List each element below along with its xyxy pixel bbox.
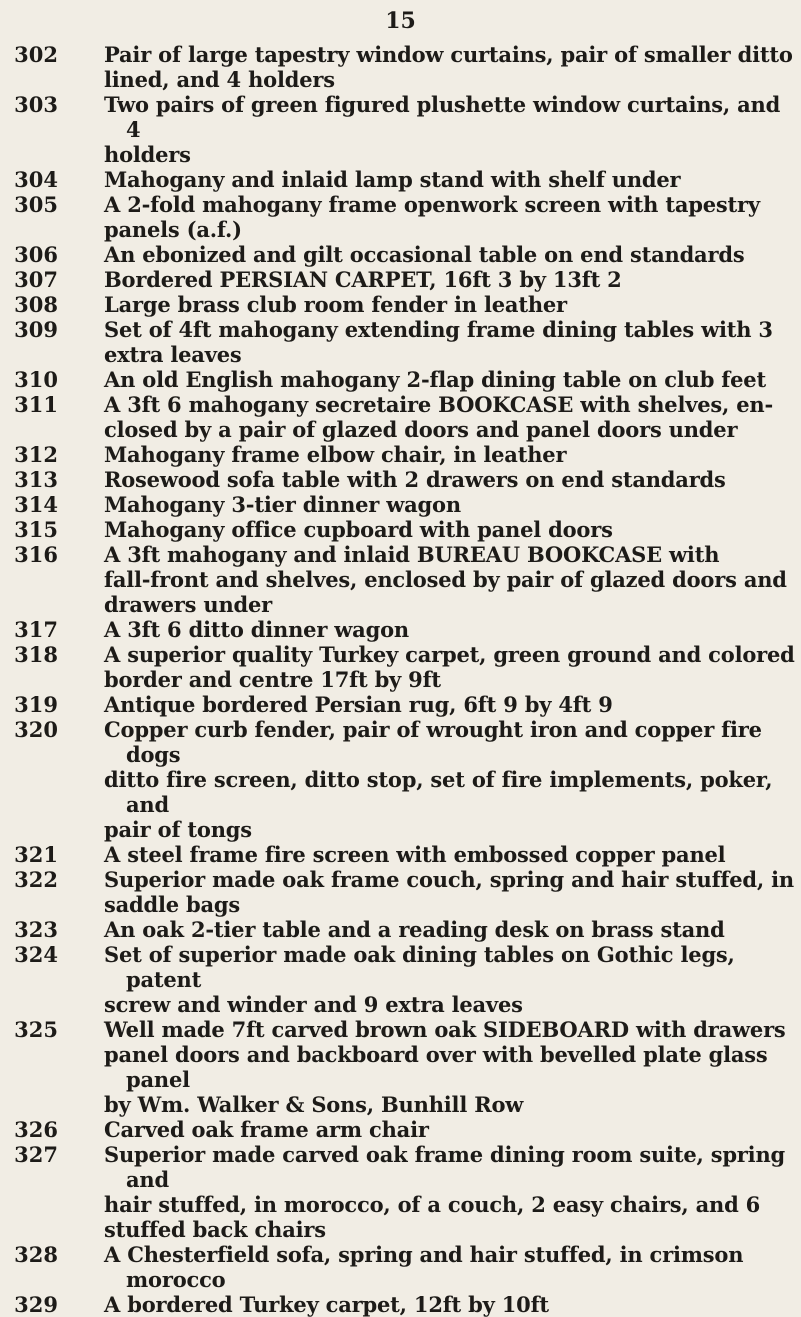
lot-description <box>104 1117 801 1142</box>
lot-description-line: An oak 2-tier table and a reading desk on brass stand <box>104 917 725 942</box>
lot-description <box>104 867 801 917</box>
lot-number: 315 <box>14 517 58 542</box>
lot-entry <box>0 642 801 692</box>
lot-number: 316 <box>14 542 58 567</box>
lot-number: 307 <box>14 267 58 292</box>
lot-entry <box>0 867 801 917</box>
lot-description <box>104 1242 801 1292</box>
lot-description-line: extra leaves <box>104 342 242 367</box>
lot-number: 318 <box>14 642 58 667</box>
lot-entry <box>0 542 801 617</box>
lot-entry <box>0 367 801 392</box>
lot-description-line: holders <box>104 142 191 167</box>
lot-entry <box>0 1292 801 1317</box>
lot-number: 303 <box>14 92 58 117</box>
lot-description-line: drawers under <box>104 592 273 617</box>
lot-description-line: hair stuffed, in morocco, of a couch, 2 easy chairs, and 6 <box>104 1192 761 1217</box>
lot-number: 320 <box>14 717 58 742</box>
lot-description-line: Antique bordered Persian rug, 6ft 9 by 4ft 9 <box>104 692 613 717</box>
lot-description <box>104 617 801 642</box>
lot-description-line: panel doors and backboard over with bevelled plate glass panel <box>104 1042 768 1092</box>
lot-number: 310 <box>14 367 58 392</box>
lot-description <box>104 692 801 717</box>
lot-description <box>104 292 801 317</box>
lot-description <box>104 192 801 242</box>
lot-description-line: saddle bags <box>104 892 241 917</box>
lot-description <box>104 242 801 267</box>
lot-entry <box>0 267 801 292</box>
lot-entry <box>0 392 801 442</box>
lot-description-line: A superior quality Turkey carpet, green ground and colored <box>104 642 795 667</box>
lot-number: 305 <box>14 192 58 217</box>
lot-description-line: ditto fire screen, ditto stop, set of fire implements, poker, and <box>104 767 773 817</box>
lot-entry <box>0 467 801 492</box>
lot-description-line: An old English mahogany 2-flap dining table on club feet <box>104 367 766 392</box>
lot-description <box>104 842 801 867</box>
lot-description <box>104 42 801 92</box>
lot-number: 304 <box>14 167 58 192</box>
lot-description <box>104 942 801 1017</box>
lot-entry <box>0 692 801 717</box>
lot-description-line: border and centre 17ft by 9ft <box>104 667 441 692</box>
lot-entry <box>0 192 801 242</box>
lot-entry <box>0 1242 801 1292</box>
lot-number: 308 <box>14 292 58 317</box>
lot-entry <box>0 492 801 517</box>
lot-description-line: screw and winder and 9 extra leaves <box>104 992 523 1017</box>
lot-description <box>104 1292 801 1317</box>
lot-entry <box>0 242 801 267</box>
lot-description-line: A Chesterfield sofa, spring and hair stuffed, in crimson morocco <box>104 1242 744 1292</box>
lot-description-line: Mahogany and inlaid lamp stand with shelf under <box>104 167 681 192</box>
lot-description-line: Copper curb fender, pair of wrought iron and copper fire dogs <box>104 717 762 767</box>
lot-description-line: Carved oak frame arm chair <box>104 1117 429 1142</box>
lot-description-line: pair of tongs <box>104 817 252 842</box>
lot-description <box>104 367 801 392</box>
lot-entry <box>0 317 801 367</box>
lot-description <box>104 917 801 942</box>
lot-entry <box>0 617 801 642</box>
lot-number: 328 <box>14 1242 58 1267</box>
lot-entry <box>0 1117 801 1142</box>
lot-number: 309 <box>14 317 58 342</box>
lot-number: 324 <box>14 942 58 967</box>
lot-description-line: lined, and 4 holders <box>104 67 335 92</box>
lot-entry <box>0 42 801 92</box>
lot-number: 317 <box>14 617 58 642</box>
lot-description <box>104 92 801 167</box>
lot-description <box>104 492 801 517</box>
lot-list <box>0 42 801 1317</box>
lot-entry <box>0 292 801 317</box>
lot-description-line: Superior made oak frame couch, spring and hair stuffed, in <box>104 867 794 892</box>
lot-description-line: A 3ft 6 ditto dinner wagon <box>104 617 409 642</box>
lot-entry <box>0 92 801 167</box>
lot-description-line: Two pairs of green figured plushette window curtains, and 4 <box>104 92 781 142</box>
lot-description-line: stuffed back chairs <box>104 1217 326 1242</box>
lot-entry <box>0 517 801 542</box>
lot-entry <box>0 167 801 192</box>
page-number: 15 <box>385 8 416 34</box>
lot-number: 306 <box>14 242 58 267</box>
lot-description <box>104 317 801 367</box>
lot-description-line: A 3ft 6 mahogany secretaire BOOKCASE with shelves, en- <box>104 392 773 417</box>
lot-description <box>104 517 801 542</box>
lot-description-line: A 3ft mahogany and inlaid BUREAU BOOKCASE with <box>104 542 720 567</box>
lot-number: 329 <box>14 1292 58 1317</box>
lot-entry <box>0 717 801 842</box>
lot-description-line: A steel frame fire screen with embossed copper panel <box>104 842 726 867</box>
lot-description <box>104 392 801 442</box>
lot-description <box>104 267 801 292</box>
lot-number: 325 <box>14 1017 58 1042</box>
lot-entry <box>0 842 801 867</box>
lot-number: 313 <box>14 467 58 492</box>
lot-number: 312 <box>14 442 58 467</box>
lot-description-line: Set of superior made oak dining tables on Gothic legs, patent <box>104 942 735 992</box>
lot-number: 321 <box>14 842 58 867</box>
lot-number: 314 <box>14 492 58 517</box>
lot-description <box>104 1017 801 1117</box>
lot-description-line: Bordered PERSIAN CARPET, 16ft 3 by 13ft 2 <box>104 267 622 292</box>
lot-description-line: Set of 4ft mahogany extending frame dining tables with 3 <box>104 317 773 342</box>
lot-description <box>104 442 801 467</box>
lot-description-line: An ebonized and gilt occasional table on end standards <box>104 242 745 267</box>
lot-entry <box>0 1017 801 1117</box>
lot-number: 327 <box>14 1142 58 1167</box>
lot-description-line: closed by a pair of glazed doors and panel doors under <box>104 417 738 442</box>
lot-description-line: panels (a.f.) <box>104 217 242 242</box>
lot-description-line: Superior made carved oak frame dining room suite, spring and <box>104 1142 786 1192</box>
lot-description <box>104 642 801 692</box>
lot-description-line: Pair of large tapestry window curtains, pair of smaller ditto <box>104 42 793 67</box>
lot-description-line: Large brass club room fender in leather <box>104 292 567 317</box>
lot-description-line: Mahogany frame elbow chair, in leather <box>104 442 567 467</box>
lot-entry <box>0 942 801 1017</box>
lot-entry <box>0 917 801 942</box>
lot-description-line: fall-front and shelves, enclosed by pair of glazed doors and <box>104 567 787 592</box>
lot-description <box>104 542 801 617</box>
lot-entry <box>0 1142 801 1242</box>
lot-number: 322 <box>14 867 58 892</box>
lot-number: 323 <box>14 917 58 942</box>
lot-description-line: by Wm. Walker & Sons, Bunhill Row <box>104 1092 524 1117</box>
lot-description-line: Mahogany office cupboard with panel doors <box>104 517 613 542</box>
lot-description <box>104 167 801 192</box>
lot-number: 319 <box>14 692 58 717</box>
lot-description-line: Rosewood sofa table with 2 drawers on end standards <box>104 467 726 492</box>
lot-number: 302 <box>14 42 58 67</box>
lot-entry <box>0 442 801 467</box>
lot-description-line: Well made 7ft carved brown oak SIDEBOARD with drawers <box>104 1017 786 1042</box>
lot-number: 326 <box>14 1117 58 1142</box>
lot-description-line: A 2-fold mahogany frame openwork screen with tapestry <box>104 192 760 217</box>
lot-description <box>104 717 801 842</box>
lot-description-line: Mahogany 3-tier dinner wagon <box>104 492 461 517</box>
lot-number: 311 <box>14 392 58 417</box>
lot-description <box>104 1142 801 1242</box>
lot-description <box>104 467 801 492</box>
lot-description-line: A bordered Turkey carpet, 12ft by 10ft <box>104 1292 549 1317</box>
